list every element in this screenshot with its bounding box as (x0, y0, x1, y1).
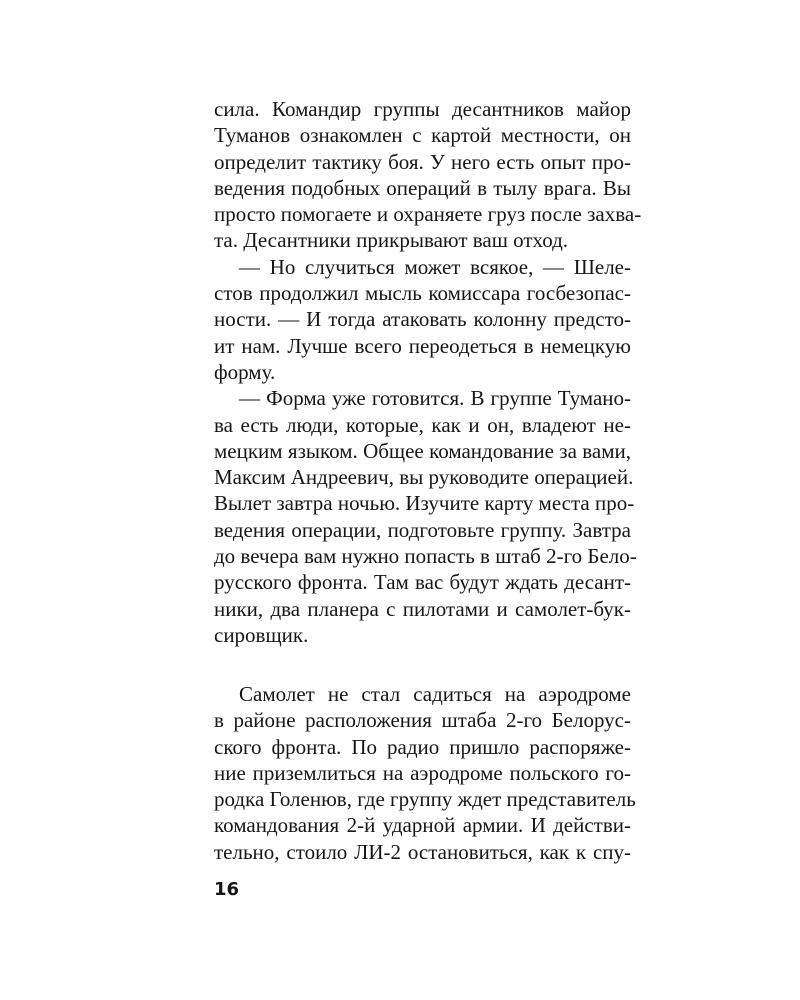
text-line: ведения операции, подготовьте группу. Завтра (214, 517, 631, 542)
text-line: Самолет не стал садиться на аэродроме (239, 682, 631, 706)
text-line: стов продолжил мысль комиссара госбезопас- (214, 281, 631, 306)
text-line: тельно, стоило ЛИ-2 остановиться, как к спу- (214, 839, 631, 864)
text-line: просто помогаете и охраняете груз после захва- (214, 202, 642, 227)
text-line: ит нам. Лучше всего переодеться в немецкую (214, 333, 631, 358)
text-line: родка Голенюв, где группу ждет представитель (214, 787, 636, 812)
text-line: в районе расположения штаба 2-го Белорус- (214, 708, 631, 733)
text-line: ности. — И тогда атаковать колонну предсто- (214, 307, 631, 332)
text-line: Вылет завтра ночью. Изучите карту места про- (214, 491, 635, 516)
page-number: 16 (214, 879, 240, 900)
text-line: ского фронта. По радио пришло распоряже- (214, 734, 631, 759)
text-line: ние приземлиться на аэродроме польского го- (214, 760, 631, 785)
text-block-narrative (214, 681, 636, 865)
text-line: ва есть люди, которые, как и он, владеют не- (214, 412, 631, 437)
text-line: форму. (214, 359, 276, 384)
text-line: ведения подобных операций в тылу врага. Вы (214, 175, 631, 200)
text-line: командования 2-й ударной армии. И действи- (214, 813, 631, 838)
text-line: определит тактику боя. У него есть опыт про- (214, 149, 631, 174)
text-line: сила. Командир группы десантников майор (214, 97, 631, 121)
text-block-dialogue (214, 96, 642, 648)
text-line: — Но случиться может всякое, — Шеле- (239, 254, 631, 279)
text-line: Максим Андреевич, вы руководите операцией. (214, 465, 634, 490)
text-line: до вечера вам нужно попасть в штаб 2-го Бело- (214, 544, 637, 569)
text-line: та. Десантники прикрывают ваш отход. (214, 228, 569, 253)
text-line: русского фронта. Там вас будут ждать десант- (214, 570, 631, 595)
text-line: мецким языком. Общее командование за вами, (214, 438, 631, 463)
text-line: Туманов ознакомлен с картой местности, он (214, 123, 631, 148)
text-line: ники, два планера с пилотами и самолет-бук- (214, 596, 631, 621)
text-line: сировщик. (214, 622, 309, 647)
text-line: — Форма уже готовится. В группе Тумано- (239, 386, 631, 411)
